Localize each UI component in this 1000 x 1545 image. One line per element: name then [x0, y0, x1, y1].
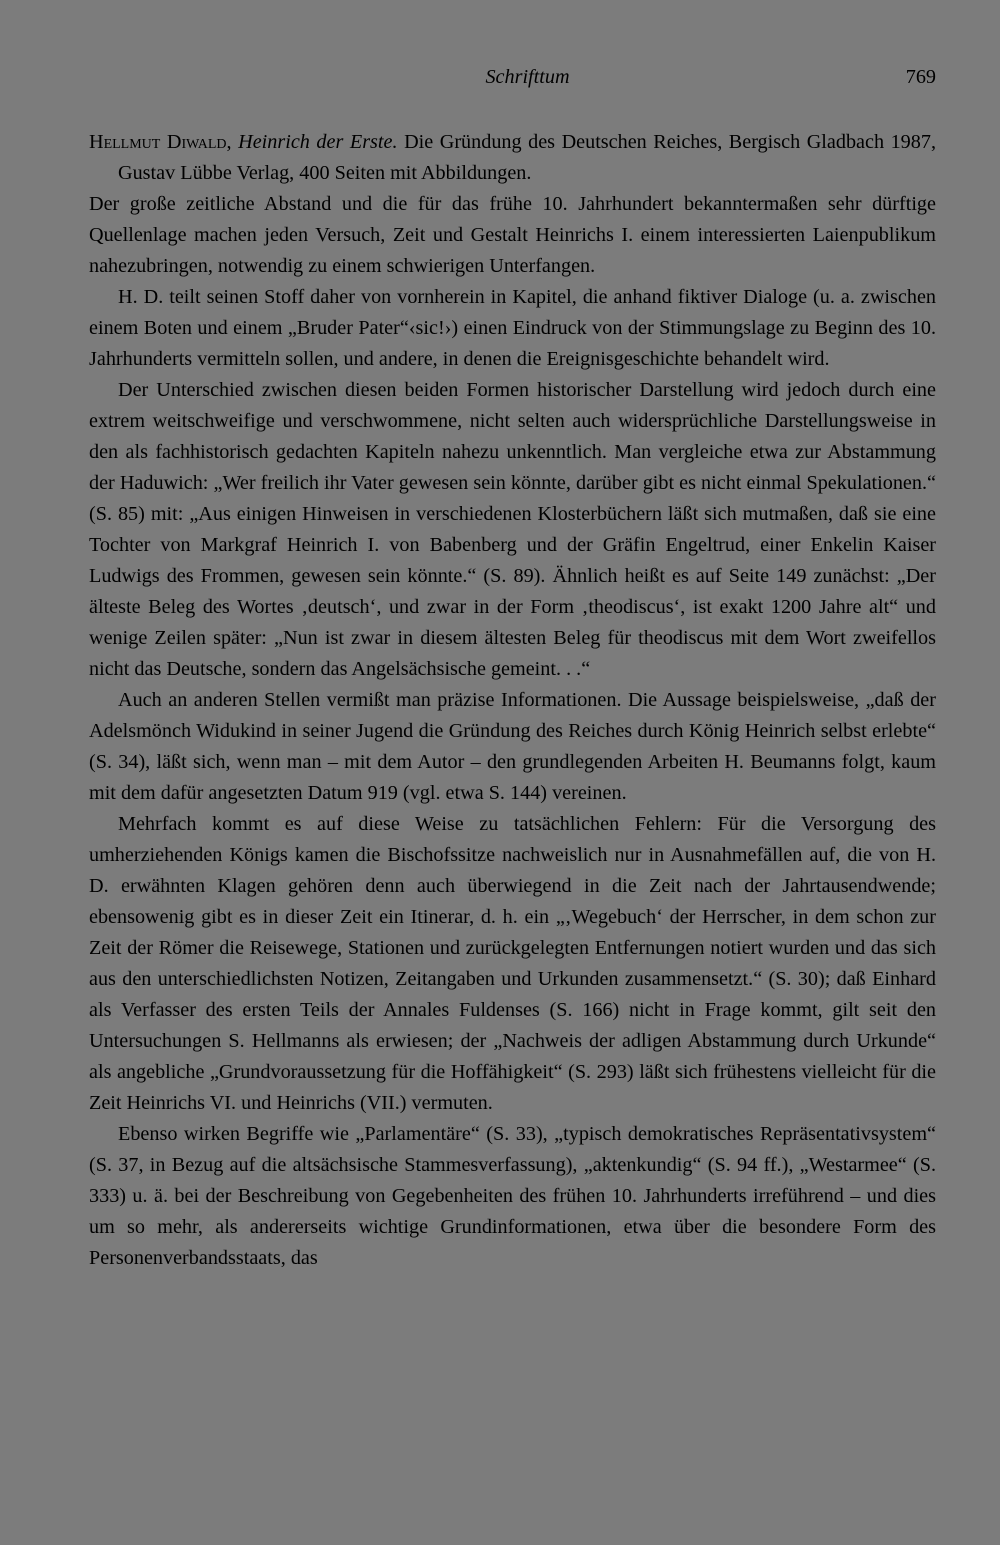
page-number: 769 [905, 66, 936, 88]
bibliographic-entry [89, 127, 936, 189]
entry-title: Heinrich der Erste. [238, 131, 398, 153]
running-head-title: Schrifttum [485, 66, 570, 88]
entry-author: Hellmut Diwald, [89, 131, 232, 153]
review-paragraph-6: Ebenso wirken Begriffe wie „Parlamentäre“ (S. 33), „typisch demokratisches Repräsentativsystem“ (S. 37, in Bezug auf die altsächsische Stammesverfassung), „aktenkundig“ (S. 94 ff.), „Westarmee“ (S. 333) u. ä. bei der Beschreibung von Gegebenheiten des frühen 10. Jahrhunderts irreführend – und dies um so mehr, als andererseits wichtige Grundinformationen, etwa über die besondere Form des Personenverbandsstaats, das [89, 1123, 936, 1269]
review-paragraph-2: H. D. teilt seinen Stoff daher von vornherein in Kapitel, die anhand fiktiver Dialoge (u. a. zwischen einem Boten und einem „Bruder Pater“‹sic!›) einen Eindruck von der Stimmungslage zu Beginn des 10. Jahrhunderts vermitteln sollen, und andere, in denen die Ereignisgeschichte behandelt wird. [89, 286, 936, 370]
running-head [89, 62, 936, 93]
review-paragraph-5: Mehrfach kommt es auf diese Weise zu tatsächlichen Fehlern: Für die Versorgung des umherziehenden Königs kamen die Bischofssitze nachweislich nur in Ausnahmefällen auf, die von H. D. erwähnten Klagen gehören denn auch überwiegend in die Zeit nach der Jahrtausendwende; ebensowenig gibt es in dieser Zeit ein Itinerar, d. h. ein „‚Wegebuch‘ der Herrscher, in dem schon zur Zeit der Römer die Reisewege, Stationen und zurückgelegten Entfernungen notiert wurden und das sich aus den unterschiedlichsten Notizen, Zeitangaben und Urkunden zusammensetzt.“ (S. 30); daß Einhard als Verfasser des ersten Teils der Annales Fuldenses (S. 166) nicht in Frage kommt, gilt seit den Untersuchungen S. Hellmanns als erwiesen; der „Nachweis der adligen Abstammung durch Urkunde“ als angebliche „Grundvoraussetzung für die Hoffähigkeit“ (S. 293) läßt sich frühestens vielleicht für die Zeit Heinrichs VI. und Heinrichs (VII.) vermuten. [89, 813, 936, 1114]
entry-details: Die Gründung des Deutschen Reiches, Bergisch Gladbach 1987, Gustav Lübbe Verlag, 400 Seiten mit Abbildungen. [118, 131, 936, 184]
review-paragraph-1: Der große zeitliche Abstand und die für das frühe 10. Jahrhundert bekanntermaßen sehr dürftige Quellenlage machen jeden Versuch, Zeit und Gestalt Heinrichs I. einem interessierten Laienpublikum nahezubringen, notwendig zu einem schwierigen Unterfangen. [89, 193, 936, 277]
review-paragraph-4: Auch an anderen Stellen vermißt man präzise Informationen. Die Aussage beispielsweise, „daß der Adelsmönch Widukind in seiner Jugend die Gründung des Reiches durch König Heinrich selbst erlebte“ (S. 34), läßt sich, wenn man – mit dem Autor – den grundlegenden Arbeiten H. Beumanns folgt, kaum mit dem dafür angesetzten Datum 919 (vgl. etwa S. 144) vereinen. [89, 689, 936, 804]
review-paragraph-3: Der Unterschied zwischen diesen beiden Formen historischer Darstellung wird jedoch durch eine extrem weitschweifige und verschwommene, nicht selten auch widersprüchliche Darstellungsweise in den als fachhistorisch gedachten Kapiteln nahezu unkenntlich. Man vergleiche etwa zur Abstammung der Haduwich: „Wer freilich ihr Vater gewesen sein könnte, darüber gibt es nicht einmal Spekulationen.“ (S. 85) mit: „Aus einigen Hinweisen in verschiedenen Klosterbüchern läßt sich mutmaßen, daß sie eine Tochter von Markgraf Heinrich I. von Babenberg und der Gräfin Engeltrud, einer Enkelin Kaiser Ludwigs des Frommen, gewesen sein könnte.“ (S. 89). Ähnlich heißt es auf Seite 149 zunächst: „Der älteste Beleg des Wortes ‚deutsch‘, und zwar in der Form ‚theodiscus‘, ist exakt 1200 Jahre alt“ und wenige Zeilen später: „Nun ist zwar in diesem ältesten Beleg für theodiscus mit dem Wort zweifellos nicht das Deutsche, sondern das Angelsächsische gemeint. . .“ [89, 379, 936, 680]
